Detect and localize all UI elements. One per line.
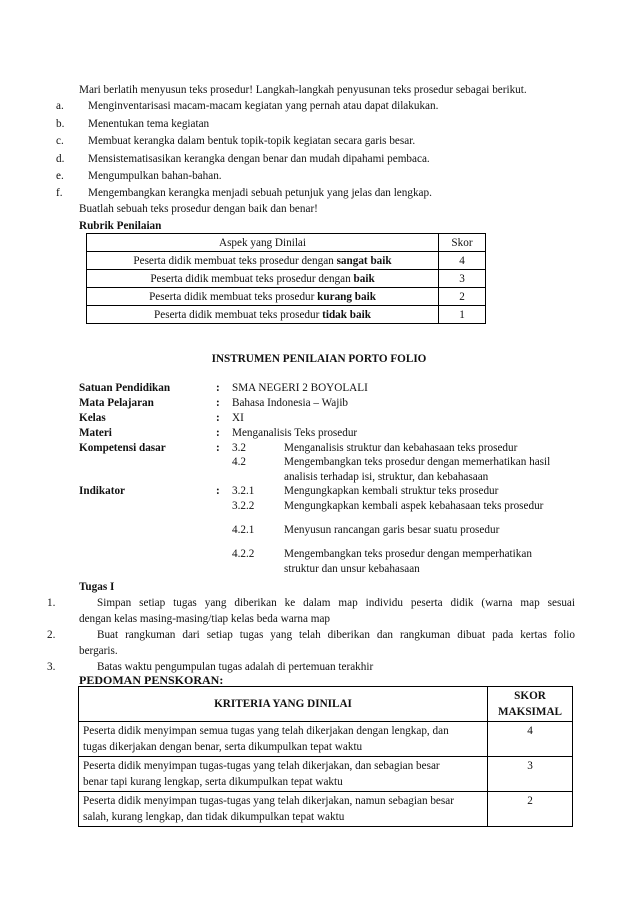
aspect-prefix: Peserta didik membuat teks prosedur xyxy=(154,308,323,321)
tugas-text-cont: dengan kelas masing-masing/tiap kelas beda warna map xyxy=(79,613,331,625)
indikator-text-cont: struktur dan unsur kebahasaan xyxy=(284,563,420,575)
value-materi: Menganalisis Teks prosedur xyxy=(232,427,358,439)
indikator-number: 4.2.1 xyxy=(232,524,255,536)
score-cell: 3 xyxy=(439,270,486,288)
step-text: Mengumpulkan bahan-bahan. xyxy=(88,170,222,182)
step-marker: b. xyxy=(56,118,65,130)
kd-text: Menganalisis struktur dan kebahasaan teks prosedur xyxy=(284,442,518,454)
step-text: Membuat kerangka dalam bentuk topik-topik kegiatan secara garis besar. xyxy=(88,135,416,147)
kriteria-line: tugas dikerjakan dengan benar, serta dikumpulkan tepat waktu xyxy=(83,741,363,753)
aspect-level: sangat baik xyxy=(336,254,392,267)
colon: : xyxy=(216,427,220,439)
aspect-cell xyxy=(87,306,439,324)
aspect-cell xyxy=(87,270,439,288)
rubrik-title: Rubrik Penilaian xyxy=(79,220,162,232)
kriteria-line: Peserta didik menyimpan semua tugas yang telah dikerjakan dengan lengkap, dan xyxy=(83,725,449,737)
indikator-text: Mengungkapkan kembali struktur teks prosedur xyxy=(284,485,499,497)
table-row xyxy=(79,722,573,757)
kriteria-cell xyxy=(79,792,488,827)
score-cell: 3 xyxy=(488,757,573,792)
instruction-text: Buatlah sebuah teks prosedur dengan baik dan benar! xyxy=(79,203,318,215)
aspect-prefix: Peserta didik membuat teks prosedur dengan xyxy=(150,272,354,285)
step-text: Menentukan tema kegiatan xyxy=(88,118,210,130)
aspect-prefix: Peserta didik membuat teks prosedur xyxy=(149,290,318,303)
step-marker: d. xyxy=(56,153,65,165)
kriteria-line: Peserta didik menyimpan tugas-tugas yang telah dikerjakan, dan sebagian besar xyxy=(83,760,440,772)
kd-number: 3.2 xyxy=(232,442,246,454)
value-mapel: Bahasa Indonesia – Wajib xyxy=(232,397,349,409)
table-row xyxy=(87,306,486,324)
kd-number: 4.2 xyxy=(232,456,246,468)
pedoman-table xyxy=(78,686,573,827)
kriteria-cell xyxy=(79,722,488,757)
tugas-number: 3. xyxy=(47,661,56,673)
aspect-level: kurang baik xyxy=(317,290,376,303)
score-cell: 4 xyxy=(439,252,486,270)
table-header-row xyxy=(79,687,573,722)
step-text: Menginventarisasi macam-macam kegiatan yang pernah atau dapat dilakukan. xyxy=(88,100,439,112)
header-skor xyxy=(488,687,573,722)
pedoman-title: PEDOMAN PENSKORAN: xyxy=(79,673,224,687)
score-cell: 1 xyxy=(439,306,486,324)
step-marker: e. xyxy=(56,170,64,182)
indikator-text: Menyusun rancangan garis besar suatu prosedur xyxy=(284,524,500,536)
tugas-number: 2. xyxy=(47,629,56,641)
tugas-text: Buat rangkuman dari setiap tugas yang telah diberikan dan rangkuman dibuat pada kertas folio xyxy=(97,629,575,641)
tugas-title: Tugas I xyxy=(79,581,115,593)
table-row xyxy=(79,792,573,827)
table-header-row xyxy=(87,234,486,252)
header-aspect: Aspek yang Dinilai xyxy=(87,234,439,252)
table-row xyxy=(87,270,486,288)
indikator-number: 4.2.2 xyxy=(232,548,255,560)
step-text: Mensistematisasikan kerangka dengan benar dan mudah dipahami pembaca. xyxy=(88,153,430,165)
kriteria-cell xyxy=(79,757,488,792)
aspect-prefix: Peserta didik membuat teks prosedur dengan xyxy=(133,254,337,267)
score-cell: 4 xyxy=(488,722,573,757)
header-score: Skor xyxy=(439,234,486,252)
indikator-number: 3.2.2 xyxy=(232,500,255,512)
colon: : xyxy=(216,442,220,454)
label-materi: Materi xyxy=(79,427,112,439)
aspect-cell xyxy=(87,288,439,306)
tugas-number: 1. xyxy=(47,597,56,609)
value-kelas: XI xyxy=(232,412,244,424)
header-skor-line1: SKOR xyxy=(514,690,546,702)
label-kelas: Kelas xyxy=(79,412,106,424)
label-satuan: Satuan Pendidikan xyxy=(79,382,171,394)
label-kd: Kompetensi dasar xyxy=(79,442,166,454)
score-cell: 2 xyxy=(488,792,573,827)
header-kriteria: KRITERIA YANG DINILAI xyxy=(79,687,488,722)
step-text: Mengembangkan kerangka menjadi sebuah petunjuk yang jelas dan lengkap. xyxy=(88,187,432,199)
intro-text: Mari berlatih menyusun teks prosedur! Langkah-langkah penyusunan teks prosedur sebagai berikut. xyxy=(79,84,527,96)
kd-text: Mengembangkan teks prosedur dengan memerhatikan hasil xyxy=(284,456,551,468)
score-cell: 2 xyxy=(439,288,486,306)
step-marker: a. xyxy=(56,100,64,112)
kriteria-line: salah, kurang lengkap, dan tidak dikumpulkan tepat waktu xyxy=(83,811,345,823)
aspect-level: baik xyxy=(353,272,375,285)
colon: : xyxy=(216,382,220,394)
kd-text-cont: analisis terhadap isi, struktur, dan kebahasaan xyxy=(284,471,489,483)
colon: : xyxy=(216,397,220,409)
kriteria-line: benar tapi kurang lengkap, serta dikumpulkan tepat waktu xyxy=(83,776,343,788)
instrument-title: INSTRUMEN PENILAIAN PORTO FOLIO xyxy=(211,353,427,365)
indikator-text: Mengembangkan teks prosedur dengan memperhatikan xyxy=(284,548,532,560)
step-marker: c. xyxy=(56,135,64,147)
indikator-text: Mengungkapkan kembali aspek kebahasaan teks prosedur xyxy=(284,500,544,512)
value-satuan: SMA NEGERI 2 BOYOLALI xyxy=(232,382,368,394)
tugas-text: Batas waktu pengumpulan tugas adalah di pertemuan terakhir xyxy=(97,661,374,673)
tugas-text: Simpan setiap tugas yang diberikan ke dalam map individu peserta didik (warna map sesuai xyxy=(97,597,575,609)
colon: : xyxy=(216,485,220,497)
kriteria-line: Peserta didik menyimpan tugas-tugas yang telah dikerjakan, namun sebagian besar xyxy=(83,795,454,807)
table-row xyxy=(79,757,573,792)
label-mapel: Mata Pelajaran xyxy=(79,397,154,409)
table-row xyxy=(87,252,486,270)
colon: : xyxy=(216,412,220,424)
table-row xyxy=(87,288,486,306)
rubrik-table xyxy=(86,233,486,324)
aspect-level: tidak baik xyxy=(322,308,371,321)
aspect-cell xyxy=(87,252,439,270)
indikator-number: 3.2.1 xyxy=(232,485,255,497)
tugas-text-cont: bergaris. xyxy=(79,645,118,657)
header-skor-line2: MAKSIMAL xyxy=(497,706,563,718)
step-marker: f. xyxy=(56,187,63,199)
label-indikator: Indikator xyxy=(79,485,126,497)
